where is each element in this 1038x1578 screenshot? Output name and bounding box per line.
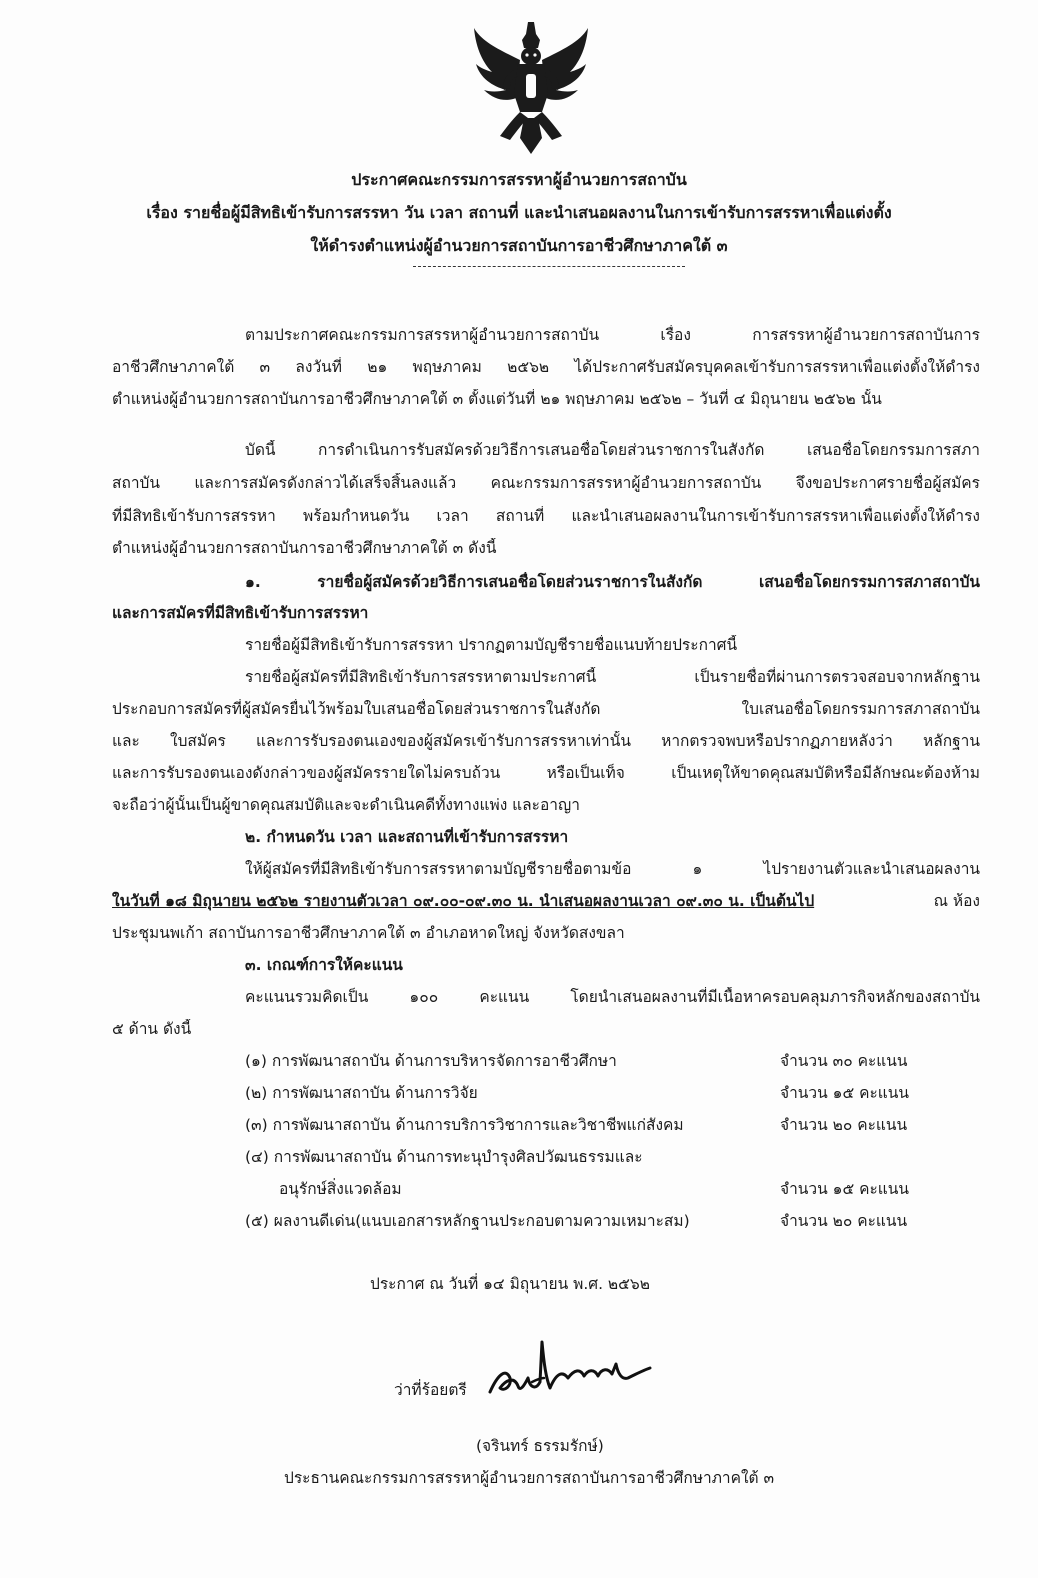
section3-heading: ๓. เกณฑ์การให้คะแนน bbox=[245, 956, 403, 974]
room-text: ณ ห้อง bbox=[933, 892, 980, 910]
section1-para-line: และ ใบสมัคร และการรับรองตนเองของผู้สมัครเข้ารับการสรรหาเท่านั้น หากตรวจพบหรือปรากฏภายหลังว่า หลักฐาน bbox=[112, 732, 980, 750]
section2-line: ประชุมนพเก้า สถาบันการอาชีวศึกษาภาคใต้ ๓ อำเภอหาดใหญ่ จังหวัดสงขลา bbox=[112, 924, 625, 942]
criteria-label: (๔) การพัฒนาสถาบัน ด้านการทะนุบำรุงศิลปวัฒนธรรมและ bbox=[245, 1148, 643, 1166]
criteria-amount: จำนวน ๓๐ คะแนน bbox=[780, 1052, 908, 1070]
para2-line: สถาบัน และการสมัครดังกล่าวได้เสร็จสิ้นลงแล้ว คณะกรรมการสรรหาผู้อำนวยการสถาบัน จึงขอประกาศรายชื่อผู้สมัคร bbox=[112, 474, 980, 492]
signer-name: (จรินทร์ ธรรมรักษ์) bbox=[476, 1437, 604, 1455]
title-divider bbox=[413, 266, 685, 267]
garuda-emblem-icon bbox=[470, 20, 592, 156]
section1-para-line: และการรับรองตนเองดังกล่าวของผู้สมัครรายใดไม่ครบถ้วน หรือเป็นเท็จ เป็นเหตุให้ขาดคุณสมบัติหรือมีลักษณะต้องห้าม bbox=[112, 764, 980, 782]
criteria-label: (๒) การพัฒนาสถาบัน ด้านการวิจัย bbox=[245, 1084, 478, 1102]
section1-heading-cont: และการสมัครที่มีสิทธิเข้ารับการสรรหา bbox=[112, 604, 369, 622]
section2-date-line bbox=[112, 891, 980, 911]
para2-line: ที่มีสิทธิเข้ารับการสรรหา พร้อมกำหนดวัน เวลา สถานที่ และนำเสนอผลงานในการเข้ารับการสรรหาเพื่อแต่งตั้งให้ดำรง bbox=[112, 507, 980, 525]
title-line-2: เรื่อง รายชื่อผู้มีสิทธิเข้ารับการสรรหา วัน เวลา สถานที่ และนำเสนอผลงานในการเข้ารับการสรรหาเพื่อแต่งตั้ง bbox=[146, 203, 892, 222]
announcement-date: ประกาศ ณ วันที่ ๑๔ มิถุนายน พ.ศ. ๒๕๖๒ bbox=[370, 1275, 650, 1293]
section1-para-line: จะถือว่าผู้นั้นเป็นผู้ขาดคุณสมบัติและจะดำเนินคดีทั้งทางแพ่ง และอาญา bbox=[112, 796, 580, 814]
criteria-label-cont: อนุรักษ์สิ่งแวดล้อม bbox=[279, 1180, 402, 1198]
criteria-amount: จำนวน ๒๐ คะแนน bbox=[780, 1212, 908, 1230]
intro-line: ตามประกาศคณะกรรมการสรรหาผู้อำนวยการสถาบัน เรื่อง การสรรหาผู้อำนวยการสถาบันการ bbox=[245, 326, 980, 344]
section3-line: ๕ ด้าน ดังนี้ bbox=[112, 1020, 192, 1038]
title-line-3: ให้ดำรงตำแหน่งผู้อำนวยการสถาบันการอาชีวศึกษาภาคใต้ ๓ bbox=[310, 236, 728, 255]
signer-position: ประธานคณะกรรมการสรรหาผู้อำนวยการสถาบันการอาชีวศึกษาภาคใต้ ๓ bbox=[284, 1469, 775, 1487]
para2-line: ตำแหน่งผู้อำนวยการสถาบันการอาชีวศึกษาภาคใต้ ๓ ดังนี้ bbox=[112, 539, 497, 557]
criteria-label: (๓) การพัฒนาสถาบัน ด้านการบริการวิชาการและวิชาชีพแก่สังคม bbox=[245, 1116, 684, 1134]
section1-para-line: ประกอบการสมัครที่ผู้สมัครยื่นไว้พร้อมใบเสนอชื่อโดยส่วนราชการในสังกัด ใบเสนอชื่อโดยกรรมการสภาสถาบัน bbox=[112, 700, 980, 718]
handwritten-signature-icon bbox=[484, 1334, 654, 1404]
title-line-1: ประกาศคณะกรรมการสรรหาผู้อำนวยการสถาบัน bbox=[351, 170, 687, 189]
schedule-highlight: ในวันที่ ๑๘ มิถุนายน ๒๕๖๒ รายงานตัวเวลา ๐๙.๐๐-๐๙.๓๐ น. นำเสนอผลงานเวลา ๐๙.๓๐ น. เป็นต้นไป bbox=[112, 892, 815, 910]
section2-heading: ๒. กำหนดวัน เวลา และสถานที่เข้ารับการสรรหา bbox=[245, 828, 569, 846]
para2-line: บัดนี้ การดำเนินการรับสมัครด้วยวิธีการเสนอชื่อโดยส่วนราชการในสังกัด เสนอชื่อโดยกรรมการสภา bbox=[245, 441, 980, 459]
criteria-amount: จำนวน ๑๕ คะแนน bbox=[780, 1180, 909, 1198]
criteria-label: (๕) ผลงานดีเด่น(แนบเอกสารหลักฐานประกอบตามความเหมาะสม) bbox=[245, 1212, 690, 1230]
criteria-amount: จำนวน ๑๕ คะแนน bbox=[780, 1084, 909, 1102]
criteria-label: (๑) การพัฒนาสถาบัน ด้านการบริหารจัดการอาชีวศึกษา bbox=[245, 1052, 617, 1070]
intro-line: ตำแหน่งผู้อำนวยการสถาบันการอาชีวศึกษาภาคใต้ ๓ ตั้งแต่วันที่ ๒๑ พฤษภาคม ๒๕๖๒ – วันที่ ๔ มิถุนายน ๒๕๖๒ นั้น bbox=[112, 390, 882, 408]
criteria-amount: จำนวน ๒๐ คะแนน bbox=[780, 1116, 908, 1134]
section1-text: รายชื่อผู้มีสิทธิเข้ารับการสรรหา ปรากฏตามบัญชีรายชื่อแนบท้ายประกาศนี้ bbox=[245, 636, 738, 654]
intro-line: อาชีวศึกษาภาคใต้ ๓ ลงวันที่ ๒๑ พฤษภาคม ๒๕๖๒ ได้ประกาศรับสมัครบุคคลเข้ารับการสรรหาเพื่อแต่งตั้งให้ดำรง bbox=[112, 358, 980, 376]
section1-para-line: รายชื่อผู้สมัครที่มีสิทธิเข้ารับการสรรหาตามประกาศนี้ เป็นรายชื่อที่ผ่านการตรวจสอบจากหลักฐาน bbox=[245, 668, 980, 686]
section3-line: คะแนนรวมคิดเป็น ๑๐๐ คะแนน โดยนำเสนอผลงานที่มีเนื้อหาครอบคลุมภารกิจหลักของสถาบัน bbox=[245, 988, 980, 1006]
signer-rank: ว่าที่ร้อยตรี bbox=[394, 1381, 467, 1399]
section1-heading: ๑. รายชื่อผู้สมัครด้วยวิธีการเสนอชื่อโดยส่วนราชการในสังกัด เสนอชื่อโดยกรรมการสภาสถาบัน bbox=[245, 573, 980, 591]
section2-line: ให้ผู้สมัครที่มีสิทธิเข้ารับการสรรหาตามบัญชีรายชื่อตามข้อ ๑ ไปรายงานตัวและนำเสนอผลงาน bbox=[245, 860, 980, 878]
